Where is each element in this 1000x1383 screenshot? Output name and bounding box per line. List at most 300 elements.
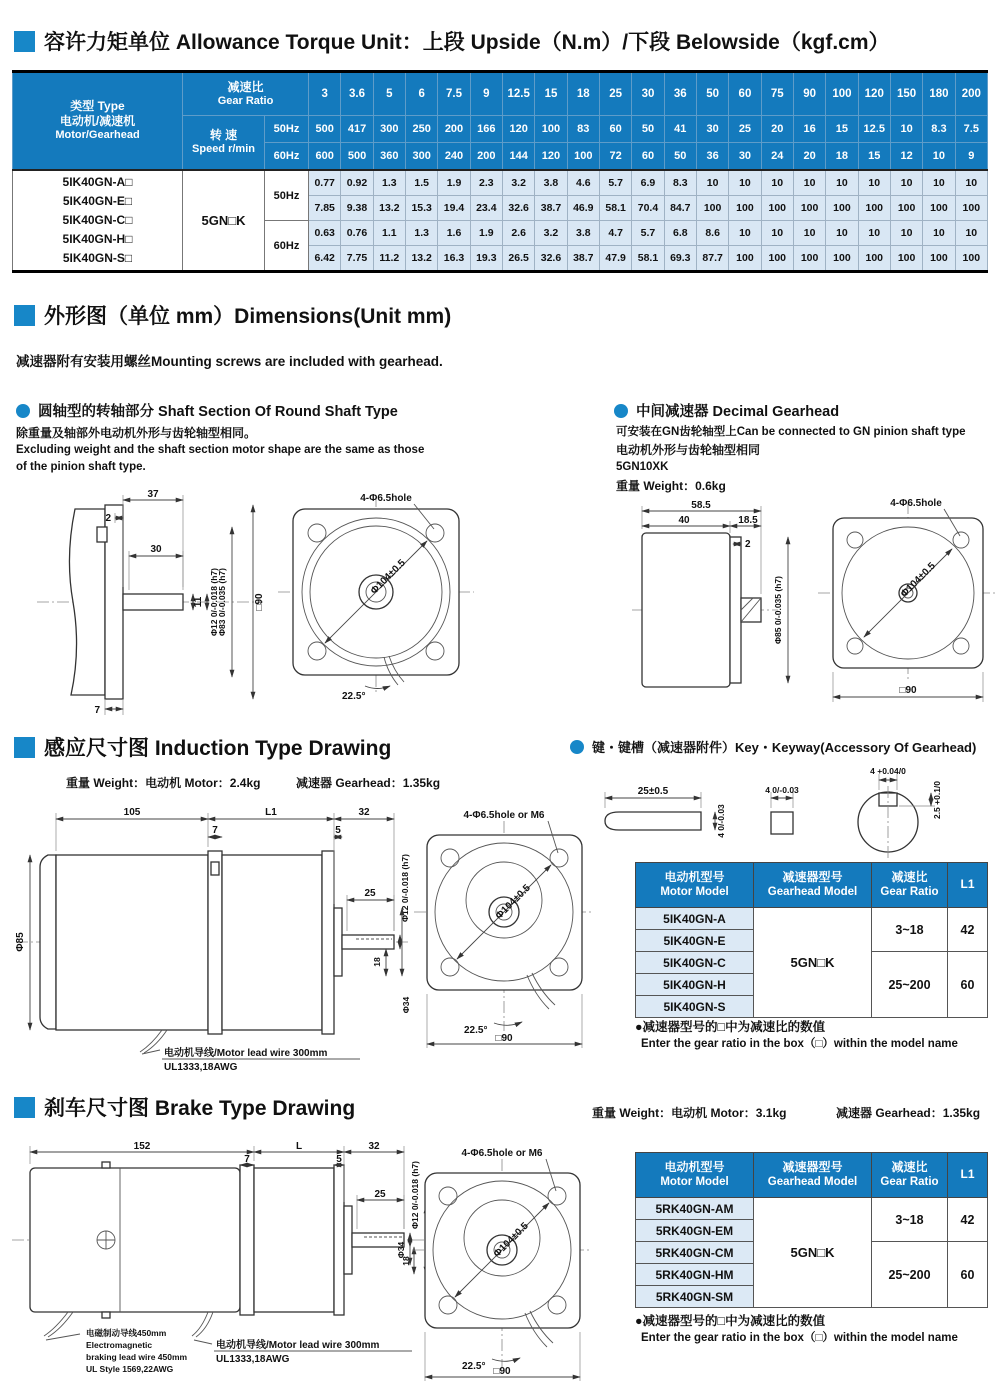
torque-value: 100 xyxy=(890,246,922,272)
speed-60hz-value: 24 xyxy=(761,143,793,171)
torque-value: 100 xyxy=(826,196,858,221)
brake-section-title xyxy=(14,1092,355,1122)
motor-model-cell: 5RK40GN-EM xyxy=(636,1220,754,1242)
gear-ratio-header-zh: 减速比 xyxy=(891,869,928,884)
torque-value: 6.8 xyxy=(664,221,696,246)
torque-50hz-nm-row xyxy=(13,170,988,196)
l1-cell: 60 xyxy=(948,952,988,1018)
speed-50hz-value: 41 xyxy=(664,116,696,143)
speed-50hz-value: 250 xyxy=(406,116,438,143)
dim-dia104: Φ104±0.5 xyxy=(491,1220,531,1260)
gear-ratio-value: 60 xyxy=(729,72,761,116)
motor-lead-label-1: 电动机导线/Motor lead wire 300mm xyxy=(216,1340,380,1351)
motor-model-header-zh: 电动机型号 xyxy=(664,869,725,884)
gear-ratio-value: 3 xyxy=(309,72,341,116)
gear-ratio-value: 9 xyxy=(470,72,502,116)
dim-dia83: Φ83 0/-0.035 (h7) xyxy=(217,568,227,636)
torque-value: 10 xyxy=(696,170,728,196)
dim-sq90: □90 xyxy=(495,1033,513,1044)
dim-dia104: Φ104±0.5 xyxy=(493,882,533,922)
speed-50hz-value: 8.3 xyxy=(923,116,955,143)
dim-dia85: Φ85 0/-0.035 (h7) xyxy=(773,576,783,644)
gearhead-model-header-en: Gearhead Model xyxy=(767,886,858,899)
dim-angle: 22.5° xyxy=(464,1025,488,1036)
decimal-side-outline xyxy=(632,533,778,687)
gear-ratio-value: 25 xyxy=(599,72,631,116)
motor-model-list-cell xyxy=(13,170,183,272)
torque-value: 100 xyxy=(858,246,890,272)
dim-dia12: Φ12 0/-0.018 (h7) xyxy=(410,1161,420,1229)
gear-ratio-value: 75 xyxy=(761,72,793,116)
brake-table-header-row xyxy=(636,1153,988,1198)
induction-spec-table xyxy=(635,862,988,1018)
dimensions-section-title xyxy=(14,300,451,330)
induction-note-zh: ●减速器型号的□中为减速比的数值 xyxy=(635,1020,826,1034)
speed-60hz-value: 10 xyxy=(923,143,955,171)
motor-model-cell: 5IK40GN-S xyxy=(636,996,754,1018)
torque-value: 5.7 xyxy=(599,170,631,196)
torque-value: 10 xyxy=(826,221,858,246)
torque-table xyxy=(12,70,988,273)
dim-25: 25 xyxy=(374,1189,386,1200)
dim-7: 7 xyxy=(244,1154,250,1165)
shaft-note-en1: Excluding weight and the shaft section motor shape are the same as those xyxy=(16,444,425,456)
blue-dot-icon xyxy=(614,404,628,418)
brake-weight-gearhead: 减速器 Gearhead：1.35kg xyxy=(836,1106,981,1120)
torque-value: 4.7 xyxy=(599,221,631,246)
gear-ratio-value: 12.5 xyxy=(502,72,534,116)
gear-ratio-value: 200 xyxy=(955,72,987,116)
gear-ratio-value: 50 xyxy=(696,72,728,116)
torque-value: 11.2 xyxy=(373,246,405,272)
dim-holes: 4-Φ6.5hole xyxy=(890,498,942,509)
gearhead-model-header-zh: 减速器型号 xyxy=(782,869,843,884)
dim-7: 7 xyxy=(94,705,100,716)
torque-value: 2.6 xyxy=(502,221,534,246)
speed-50hz-value: 500 xyxy=(309,116,341,143)
brake-note-en: Enter the gear ratio in the box（□）within the model name xyxy=(641,1332,958,1345)
gearhead-model-cell: 5GN□K xyxy=(754,908,872,1018)
speed-50hz-value: 120 xyxy=(502,116,534,143)
motor-model: 5IK40GN-E□ xyxy=(62,193,133,208)
dim-37: 37 xyxy=(147,489,159,500)
dim-angle: 22.5° xyxy=(462,1361,486,1372)
motor-model: 5IK40GN-C□ xyxy=(62,212,133,227)
torque-value: 70.4 xyxy=(632,196,664,221)
brake-side-drawing xyxy=(8,1140,438,1382)
gear-ratio-value: 5 xyxy=(373,72,405,116)
dim-dia104: Φ104±0.5 xyxy=(898,560,938,600)
speed-50hz-value: 20 xyxy=(761,116,793,143)
dim-dia12: Φ12 0/-0.018 (h7) xyxy=(209,568,219,636)
torque-value: 9.38 xyxy=(341,196,373,221)
motor-lead-label-2: UL1333,18AWG xyxy=(216,1354,290,1365)
dim-58-5: 58.5 xyxy=(691,500,711,511)
speed-50hz-value: 7.5 xyxy=(955,116,987,143)
speed-60hz-value: 15 xyxy=(858,143,890,171)
dim-key-width: 4 0/-0.03 xyxy=(765,785,799,795)
torque-value: 10 xyxy=(955,170,987,196)
torque-value: 100 xyxy=(955,196,987,221)
decimal-side-drawing xyxy=(628,497,818,712)
torque-value: 100 xyxy=(793,196,825,221)
decimal-gearhead-note xyxy=(616,424,966,495)
speed-60hz-value: 200 xyxy=(470,143,502,171)
torque-value: 0.76 xyxy=(341,221,373,246)
torque-value: 0.63 xyxy=(309,221,341,246)
gear-ratio-cell: 3~18 xyxy=(872,1198,948,1242)
dim-holes: 4-Φ6.5hole or M6 xyxy=(463,810,545,821)
torque-value: 32.6 xyxy=(502,196,534,221)
motor-lead-wire-spec: UL1333,18AWG xyxy=(164,1062,238,1073)
key-side-outline xyxy=(605,812,701,830)
torque-value: 7.85 xyxy=(309,196,341,221)
motor-model-cell: 5IK40GN-H xyxy=(636,974,754,996)
motor-lead-wire-label: 电动机导线/Motor lead wire 300mm xyxy=(164,1048,328,1059)
torque-value: 100 xyxy=(761,246,793,272)
gearhead-model-cell: 5GN□K xyxy=(754,1198,872,1308)
gear-ratio-header-zh: 减速比 xyxy=(891,1159,928,1174)
gear-ratio-value: 90 xyxy=(793,72,825,116)
dim-152: 152 xyxy=(133,1141,151,1152)
speed-50hz-value: 50 xyxy=(632,116,664,143)
speed-60hz-value: 30 xyxy=(729,143,761,171)
speed-60hz-value: 600 xyxy=(309,143,341,171)
dim-sq90: □90 xyxy=(493,1366,511,1377)
torque-value: 3.2 xyxy=(535,221,567,246)
torque-value: 10 xyxy=(890,170,922,196)
gearhead-model-header-en: Gearhead Model xyxy=(767,1176,858,1189)
gear-ratio-header-row xyxy=(13,72,988,116)
gear-ratio-value: 3.6 xyxy=(341,72,373,116)
dim-sq90: □90 xyxy=(254,593,265,611)
speed-50hz-value: 83 xyxy=(567,116,599,143)
torque-value: 1.1 xyxy=(373,221,405,246)
brake-flange-outline xyxy=(412,1159,592,1367)
gear-ratio-header-en: Gear Ratio xyxy=(880,886,939,899)
brake-note-zh: ●减速器型号的□中为减速比的数值 xyxy=(635,1314,826,1328)
type-header-cell xyxy=(13,72,183,171)
gear-ratio-value: 30 xyxy=(632,72,664,116)
gear-ratio-value: 7.5 xyxy=(438,72,470,116)
shaft-section-note xyxy=(16,424,424,477)
torque-value: 6.9 xyxy=(632,170,664,196)
key-keyway-header xyxy=(570,737,976,756)
speed-label-en: Speed r/min xyxy=(192,143,255,156)
dim-dia85: Φ85 xyxy=(15,932,26,952)
gear-ratio-value: 180 xyxy=(923,72,955,116)
shaft-note-en2: of the pinion shaft type. xyxy=(16,461,146,474)
gear-ratio-cell: 25~200 xyxy=(872,1242,948,1308)
dim-2: 2 xyxy=(105,513,111,524)
speed-60hz-value: 60 xyxy=(632,143,664,171)
induction-section-title xyxy=(14,732,391,762)
blue-dot-icon xyxy=(570,740,584,754)
torque-value: 10 xyxy=(923,221,955,246)
type-header-line2: 电动机/减速机 xyxy=(59,114,136,129)
torque-value: 10 xyxy=(890,221,922,246)
decimal-note1: 可安装在GN齿轮轴型上Can be connected to GN pinion shaft type xyxy=(616,426,966,438)
decimal-note2: 电动机外形与齿轮轴型相同 xyxy=(616,443,761,458)
keyway-outline xyxy=(858,786,918,858)
speed-header-cell xyxy=(183,116,265,171)
l1-header: L1 xyxy=(948,863,988,908)
l1-header: L1 xyxy=(948,1153,988,1198)
torque-value: 23.4 xyxy=(470,196,502,221)
brake-lead-label-3: braking lead wire 450mm xyxy=(86,1352,188,1362)
motor-model-cell: 5IK40GN-A xyxy=(636,908,754,930)
torque-value: 5.7 xyxy=(632,221,664,246)
dimensions-section-title-text: 外形图（单位 mm）Dimensions(Unit mm) xyxy=(44,305,452,328)
torque-section-title-text: 容许力矩单位 Allowance Torque Unit：上段 Upside（N.m）/下段 Belowside（kgf.cm） xyxy=(44,31,890,54)
torque-value: 10 xyxy=(793,221,825,246)
torque-value: 3.2 xyxy=(502,170,534,196)
induction-note-en: Enter the gear ratio in the box（□）within the model name xyxy=(641,1038,958,1051)
induction-flange-outline xyxy=(414,821,594,1031)
torque-value: 10 xyxy=(793,170,825,196)
mounting-screws-note: 减速器附有安装用螺丝Mounting screws are included with gearhead. xyxy=(16,354,443,369)
motor-model-header-en: Motor Model xyxy=(660,1176,729,1189)
gearhead-model-header-zh: 减速器型号 xyxy=(782,1159,843,1174)
shaft-section-header-text: 圆轴型的转轴部分 Shaft Section Of Round Shaft Type xyxy=(38,404,398,420)
blue-square-icon xyxy=(14,31,35,52)
torque-value: 1.5 xyxy=(406,170,438,196)
shaft-note-zh: 除重量及轴部外电动机外形与齿轮轴型相同。 xyxy=(16,426,257,440)
table-row xyxy=(636,908,988,930)
speed-60hz-value: 36 xyxy=(696,143,728,171)
torque-value: 10 xyxy=(955,221,987,246)
speed-60hz-value: 12 xyxy=(890,143,922,171)
decimal-gearhead-header-text: 中间减速器 Decimal Gearhead xyxy=(636,404,840,420)
speed-60hz-value: 300 xyxy=(406,143,438,171)
dim-32: 32 xyxy=(358,807,370,818)
torque-value: 100 xyxy=(761,196,793,221)
shaft-flange-drawing xyxy=(268,487,483,717)
brake-table-note xyxy=(635,1312,958,1347)
torque-value: 58.1 xyxy=(599,196,631,221)
torque-value: 8.6 xyxy=(696,221,728,246)
motor-model-cell: 5RK40GN-SM xyxy=(636,1286,754,1308)
dim-key-height: 4 0/-0.03 xyxy=(716,804,726,838)
speed-50hz-value: 15 xyxy=(826,116,858,143)
brake-flange-drawing xyxy=(396,1145,595,1383)
speed-50hz-value: 166 xyxy=(470,116,502,143)
torque-value: 13.2 xyxy=(373,196,405,221)
torque-value: 26.5 xyxy=(502,246,534,272)
torque-value: 100 xyxy=(923,246,955,272)
torque-value: 100 xyxy=(890,196,922,221)
dim-key-length: 25±0.5 xyxy=(637,786,669,797)
torque-value: 32.6 xyxy=(535,246,567,272)
speed-60hz-value: 20 xyxy=(793,143,825,171)
brake-lead-label-2: Electromagnetic xyxy=(86,1340,153,1350)
dim-5: 5 xyxy=(336,1154,342,1165)
torque-value: 58.1 xyxy=(632,246,664,272)
dim-keyway-depth: 2.5 +0.1/0 xyxy=(932,780,942,820)
gear-ratio-value: 36 xyxy=(664,72,696,116)
shaft-section-header xyxy=(16,400,398,421)
body-hz60-cell: 60Hz xyxy=(265,221,309,272)
gear-ratio-header-en: Gear Ratio xyxy=(880,1176,939,1189)
gear-ratio-cell: 3~18 xyxy=(872,908,948,952)
blue-square-icon xyxy=(14,737,35,758)
motor-model-list xyxy=(13,173,182,269)
key-section-dimensions xyxy=(765,785,799,808)
blue-dot-icon xyxy=(16,404,30,418)
motor-model-cell: 5RK40GN-CM xyxy=(636,1242,754,1264)
motor-model: 5IK40GN-S□ xyxy=(62,251,133,266)
brake-section-title-text: 刹车尺寸图 Brake Type Drawing xyxy=(44,1097,356,1120)
torque-value: 7.75 xyxy=(341,246,373,272)
speed-60hz-value: 360 xyxy=(373,143,405,171)
torque-value: 1.3 xyxy=(373,170,405,196)
dim-5: 5 xyxy=(335,825,341,836)
torque-value: 10 xyxy=(826,170,858,196)
torque-value: 0.77 xyxy=(309,170,341,196)
induction-table-header-row xyxy=(636,863,988,908)
key-keyway-drawing xyxy=(583,760,998,860)
type-header-line1: 类型 Type xyxy=(70,99,125,114)
speed-60hz-value: 100 xyxy=(567,143,599,171)
gear-ratio-value: 15 xyxy=(535,72,567,116)
torque-value: 10 xyxy=(729,221,761,246)
gear-ratio-header xyxy=(872,863,948,908)
dim-18: 18 xyxy=(372,957,382,967)
torque-value: 38.7 xyxy=(567,246,599,272)
torque-value: 15.3 xyxy=(406,196,438,221)
torque-value: 100 xyxy=(696,196,728,221)
dim-holes: 4-Φ6.5hole or M6 xyxy=(461,1148,543,1159)
torque-value: 19.4 xyxy=(438,196,470,221)
torque-value: 38.7 xyxy=(535,196,567,221)
torque-value: 10 xyxy=(761,170,793,196)
shaft-side-outline xyxy=(37,505,263,699)
dim-angle: 22.5° xyxy=(342,691,366,702)
torque-value: 1.9 xyxy=(438,170,470,196)
torque-value: 19.3 xyxy=(470,246,502,272)
dim-sq90: □90 xyxy=(899,685,917,696)
torque-value: 3.8 xyxy=(567,221,599,246)
induction-side-outline xyxy=(16,851,410,1053)
torque-value: 87.7 xyxy=(696,246,728,272)
torque-value: 100 xyxy=(826,246,858,272)
gearhead-model-header xyxy=(754,1153,872,1198)
hz60-header-cell: 60Hz xyxy=(265,143,309,171)
dim-dia34: Φ34 xyxy=(396,1241,406,1259)
torque-value: 84.7 xyxy=(664,196,696,221)
torque-value: 6.42 xyxy=(309,246,341,272)
dim-11: 11 xyxy=(193,596,204,608)
speed-50hz-value: 25 xyxy=(729,116,761,143)
motor-model-header-zh: 电动机型号 xyxy=(664,1159,725,1174)
speed-50hz-value: 417 xyxy=(341,116,373,143)
dim-dia34: Φ34 xyxy=(401,996,411,1014)
torque-value: 10 xyxy=(858,221,890,246)
gear-ratio-label-en: Gear Ratio xyxy=(217,94,274,107)
speed-50hz-value: 200 xyxy=(438,116,470,143)
torque-value: 47.9 xyxy=(599,246,631,272)
torque-value: 10 xyxy=(729,170,761,196)
dim-dia12: Φ12 0/-0.018 (h7) xyxy=(400,854,410,922)
dim-7: 7 xyxy=(212,825,218,836)
torque-value: 13.2 xyxy=(406,246,438,272)
brake-lead-label-1: 电磁制动导线450mm xyxy=(86,1328,167,1338)
dim-dia104: Φ104±0.5 xyxy=(368,557,408,597)
gear-ratio-value: 18 xyxy=(567,72,599,116)
torque-value: 0.92 xyxy=(341,170,373,196)
torque-section-title xyxy=(14,26,890,56)
torque-value: 46.9 xyxy=(567,196,599,221)
gear-ratio-header-cell xyxy=(183,72,309,116)
decimal-flange-drawing xyxy=(806,494,996,714)
dim-holes: 4-Φ6.5hole xyxy=(360,493,412,504)
brake-side-outline xyxy=(12,1162,436,1337)
motor-model: 5IK40GN-A□ xyxy=(62,174,133,189)
dim-25: 25 xyxy=(364,888,376,899)
decimal-gearhead-header xyxy=(614,400,839,421)
speed-50hz-value: 10 xyxy=(890,116,922,143)
speed-60hz-value: 50 xyxy=(664,143,696,171)
motor-model: 5IK40GN-H□ xyxy=(62,232,133,247)
motor-model-header xyxy=(636,1153,754,1198)
motor-model-header xyxy=(636,863,754,908)
torque-value: 2.3 xyxy=(470,170,502,196)
dim-18-5: 18.5 xyxy=(738,515,758,526)
torque-value: 1.3 xyxy=(406,221,438,246)
induction-side-drawing xyxy=(12,800,412,1072)
speed-60hz-value: 144 xyxy=(502,143,534,171)
motor-model-cell: 5IK40GN-C xyxy=(636,952,754,974)
torque-value: 10 xyxy=(761,221,793,246)
induction-weight-gearhead: 减速器 Gearhead：1.35kg xyxy=(296,776,441,790)
induction-flange-drawing xyxy=(402,805,597,1050)
table-row xyxy=(636,1198,988,1220)
brake-weight-motor: 重量 Weight：电动机 Motor：3.1kg xyxy=(592,1106,787,1120)
type-header-line3: Motor/Gearhead xyxy=(55,129,140,142)
gear-ratio-value: 6 xyxy=(406,72,438,116)
dim-L: L xyxy=(295,1141,303,1152)
motor-model-cell: 5RK40GN-HM xyxy=(636,1264,754,1286)
induction-weight-motor: 重量 Weight：电动机 Motor：2.4kg xyxy=(66,776,261,790)
speed-50hz-value: 60 xyxy=(599,116,631,143)
torque-value: 100 xyxy=(923,196,955,221)
speed-label-zh: 转 速 xyxy=(209,128,238,143)
motor-model-header-en: Motor Model xyxy=(660,886,729,899)
l1-cell: 42 xyxy=(948,1198,988,1242)
dim-keyway-width: 4 +0.04/0 xyxy=(870,766,906,776)
brake-lead-label-4: UL Style 1569,22AWG xyxy=(86,1364,174,1374)
dim-18: 18 xyxy=(401,1256,411,1266)
speed-50hz-value: 30 xyxy=(696,116,728,143)
brake-spec-table xyxy=(635,1152,988,1308)
torque-value: 10 xyxy=(923,170,955,196)
torque-value: 10 xyxy=(858,170,890,196)
speed-50hz-value: 100 xyxy=(535,116,567,143)
dim-40: 40 xyxy=(678,515,690,526)
speed-60hz-value: 9 xyxy=(955,143,987,171)
induction-section-title-text: 感应尺寸图 Induction Type Drawing xyxy=(44,737,392,760)
dim-2: 2 xyxy=(745,539,751,550)
blue-square-icon xyxy=(14,305,35,326)
dim-32: 32 xyxy=(368,1141,380,1152)
motor-model-cell: 5IK40GN-E xyxy=(636,930,754,952)
speed-60hz-value: 500 xyxy=(341,143,373,171)
gear-ratio-value: 120 xyxy=(858,72,890,116)
decimal-note4: 重量 Weight：0.6kg xyxy=(616,478,726,493)
gearhead-model-cell: 5GN□K xyxy=(183,170,265,272)
gear-ratio-cell: 25~200 xyxy=(872,952,948,1018)
torque-value: 100 xyxy=(858,196,890,221)
